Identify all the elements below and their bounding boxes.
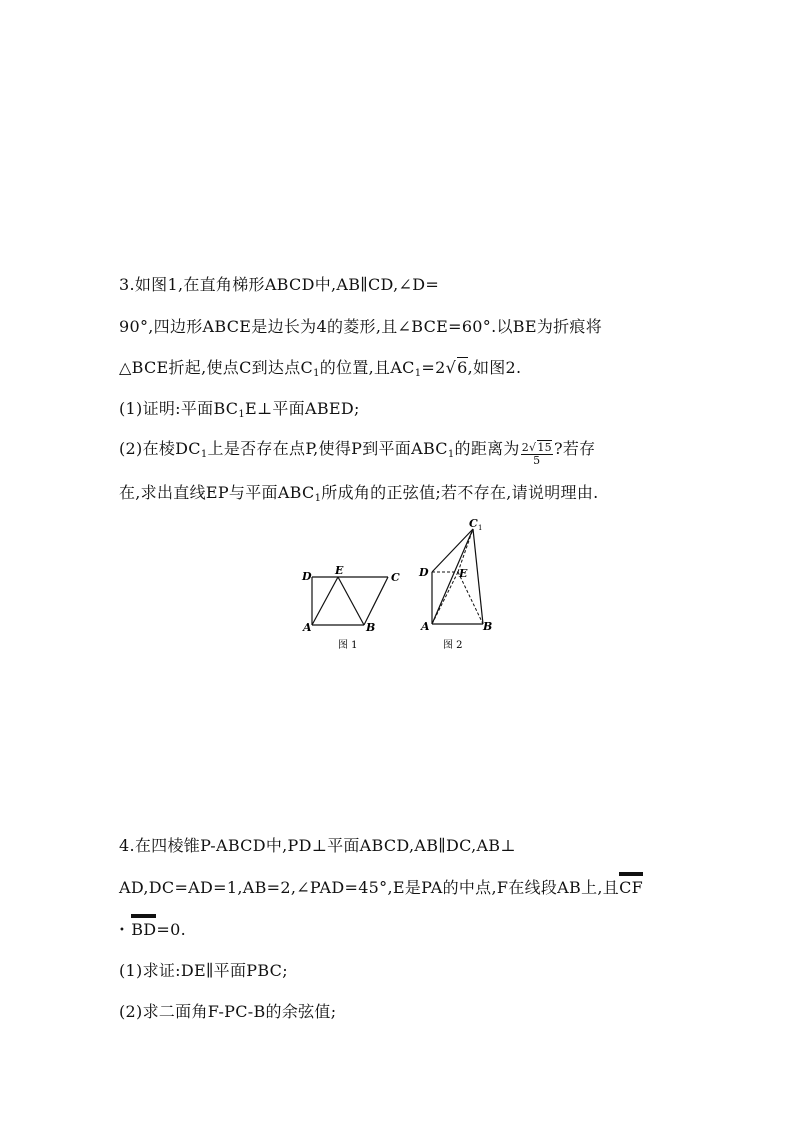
q3-line-2 bbox=[119, 317, 602, 337]
q3-text: 90°,四边形ABCE是边长为4的菱形,且∠BCE=60°.以BE为折痕将 bbox=[119, 317, 603, 336]
label-E: E bbox=[335, 564, 344, 577]
radicand: 6 bbox=[457, 358, 468, 377]
fraction-numerator: 2√15 bbox=[521, 441, 552, 454]
vector-BD: BD bbox=[131, 920, 157, 939]
fraction bbox=[521, 442, 553, 467]
q3-part-2 bbox=[119, 439, 595, 467]
subscript: 1 bbox=[314, 493, 322, 504]
sqrt-symbol: √ bbox=[445, 358, 457, 377]
q3-text: 3.如图1,在直角梯形ABCD中,AB∥CD,∠D= bbox=[119, 275, 440, 294]
fraction-denominator: 5 bbox=[533, 454, 541, 467]
subscript: 1 bbox=[200, 449, 208, 460]
q4-line-2 bbox=[119, 878, 643, 898]
subscript: 1 bbox=[447, 449, 455, 460]
q4-text: =0. bbox=[156, 920, 186, 939]
subscript: 1 bbox=[313, 368, 320, 379]
q3-text: 上是否存在点P,使得P到平面ABC bbox=[207, 439, 448, 458]
label-D: D bbox=[302, 570, 312, 583]
q3-part-2-cont bbox=[119, 483, 599, 509]
q3-line-3 bbox=[119, 358, 521, 384]
q3-text: △BCE折起,使点C到达点C bbox=[119, 358, 314, 377]
q3-line-1 bbox=[119, 275, 439, 295]
dot-product-symbol: • bbox=[119, 925, 126, 936]
q4-part-1 bbox=[119, 961, 288, 981]
figure-diagrams bbox=[290, 515, 520, 655]
q3-text: E⊥平面ABED; bbox=[245, 399, 360, 418]
q4-line-3 bbox=[119, 920, 186, 941]
subscript: 1 bbox=[414, 368, 422, 379]
figure-2 bbox=[418, 517, 492, 651]
q3-text: ,如图2. bbox=[467, 358, 522, 377]
label-B: B bbox=[483, 620, 493, 633]
q3-text: 在,求出直线EP与平面ABC bbox=[119, 483, 315, 502]
label-A: A bbox=[421, 620, 430, 633]
label-A: A bbox=[303, 621, 312, 634]
figure-1-caption: 图 1 bbox=[338, 640, 358, 651]
q3-text: (1)证明:平面BC bbox=[119, 399, 239, 418]
figures bbox=[290, 515, 520, 659]
q3-text: 的位置,且AC bbox=[319, 358, 415, 377]
label-B: B bbox=[366, 621, 376, 634]
q4-part-2 bbox=[119, 1002, 336, 1022]
q4-text: (2)求二面角F-PC-B的余弦值; bbox=[119, 1002, 337, 1021]
label-C1: C bbox=[469, 517, 478, 530]
q3-text: 所成角的正弦值;若不存在,请说明理由. bbox=[321, 483, 599, 502]
q4-text: (1)求证:DE∥平面PBC; bbox=[119, 961, 288, 980]
q3-text: ?若存 bbox=[553, 439, 596, 458]
numerator-coef: 2 bbox=[521, 441, 530, 454]
label-D: D bbox=[419, 566, 429, 579]
label-C1-subscript: 1 bbox=[478, 524, 483, 532]
q3-part-1 bbox=[119, 399, 360, 425]
q4-line-1 bbox=[119, 836, 516, 856]
numerator-radicand: 15 bbox=[537, 441, 552, 454]
q4-text: AD,DC=AD=1,AB=2,∠PAD=45°,E是PA的中点,F在线段AB上,且 bbox=[119, 878, 620, 897]
vector-CF: CF bbox=[619, 878, 644, 897]
subscript: 1 bbox=[238, 409, 246, 420]
q4-text: 4.在四棱锥P-ABCD中,PD⊥平面ABCD,AB∥DC,AB⊥ bbox=[119, 836, 516, 855]
q3-text: =2 bbox=[421, 358, 446, 377]
q3-text: (2)在棱DC bbox=[119, 439, 201, 458]
figure-2-caption: 图 2 bbox=[443, 640, 463, 651]
label-E: E bbox=[459, 567, 468, 580]
figure-1 bbox=[301, 564, 400, 651]
q3-text: 的距离为 bbox=[454, 439, 520, 458]
label-C: C bbox=[391, 571, 400, 584]
